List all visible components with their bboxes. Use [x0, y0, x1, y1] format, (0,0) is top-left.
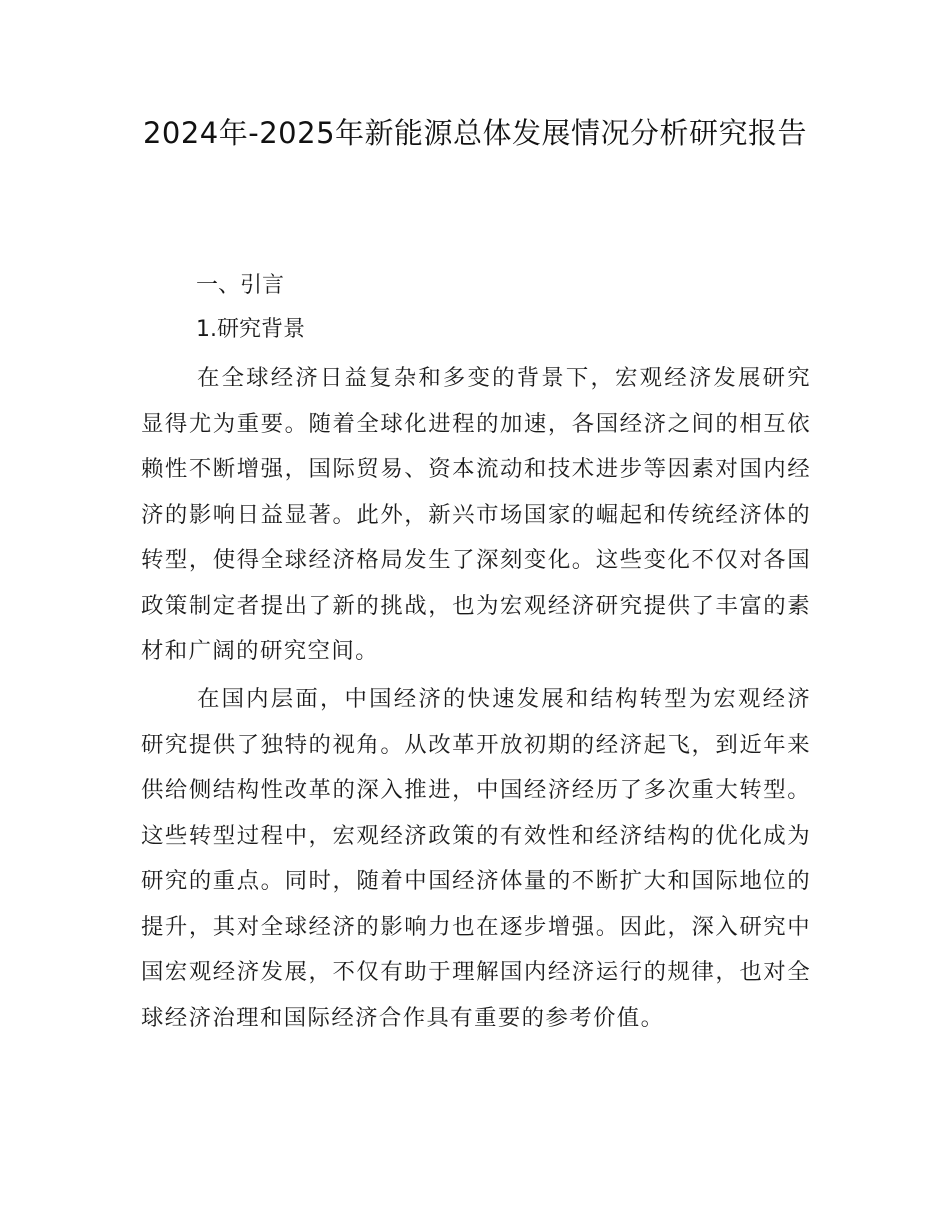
body-paragraph-domestic-context: 在国内层面，中国经济的快速发展和结构转型为宏观经济研究提供了独特的视角。从改革开放初期的经济起飞，到近年来供给侧结构性改革的深入推进，中国经济经历了多次重大转型。这些转型过程中，宏观经济政策的有效性和经济结构的优化成为研究的重点。同时，随着中国经济体量的不断扩大和国际地位的提升，其对全球经济的影响力也在逐步增强。因此，深入研究中国宏观经济发展，不仅有助于理解国内经济运行的规律，也对全球经济治理和国际经济合作具有重要的参考价值。 [141, 686, 811, 1031]
section-heading-introduction: 一、引言 [196, 273, 285, 298]
body-paragraph-global-context: 在全球经济日益复杂和多变的背景下，宏观经济发展研究显得尤为重要。随着全球化进程的加速，各国经济之间的相互依赖性不断增强，国际贸易、资本流动和技术进步等因素对国内经济的影响日益显著。此外，新兴市场国家的崛起和传统经济体的转型，使得全球经济格局发生了深刻变化。这些变化不仅对各国政策制定者提出了新的挑战，也为宏观经济研究提供了丰富的素材和广阔的研究空间。 [141, 365, 811, 664]
subsection-heading-research-background: 1.研究背景 [196, 317, 305, 342]
document-title: 2024年-2025年新能源总体发展情况分析研究报告 [142, 116, 808, 150]
